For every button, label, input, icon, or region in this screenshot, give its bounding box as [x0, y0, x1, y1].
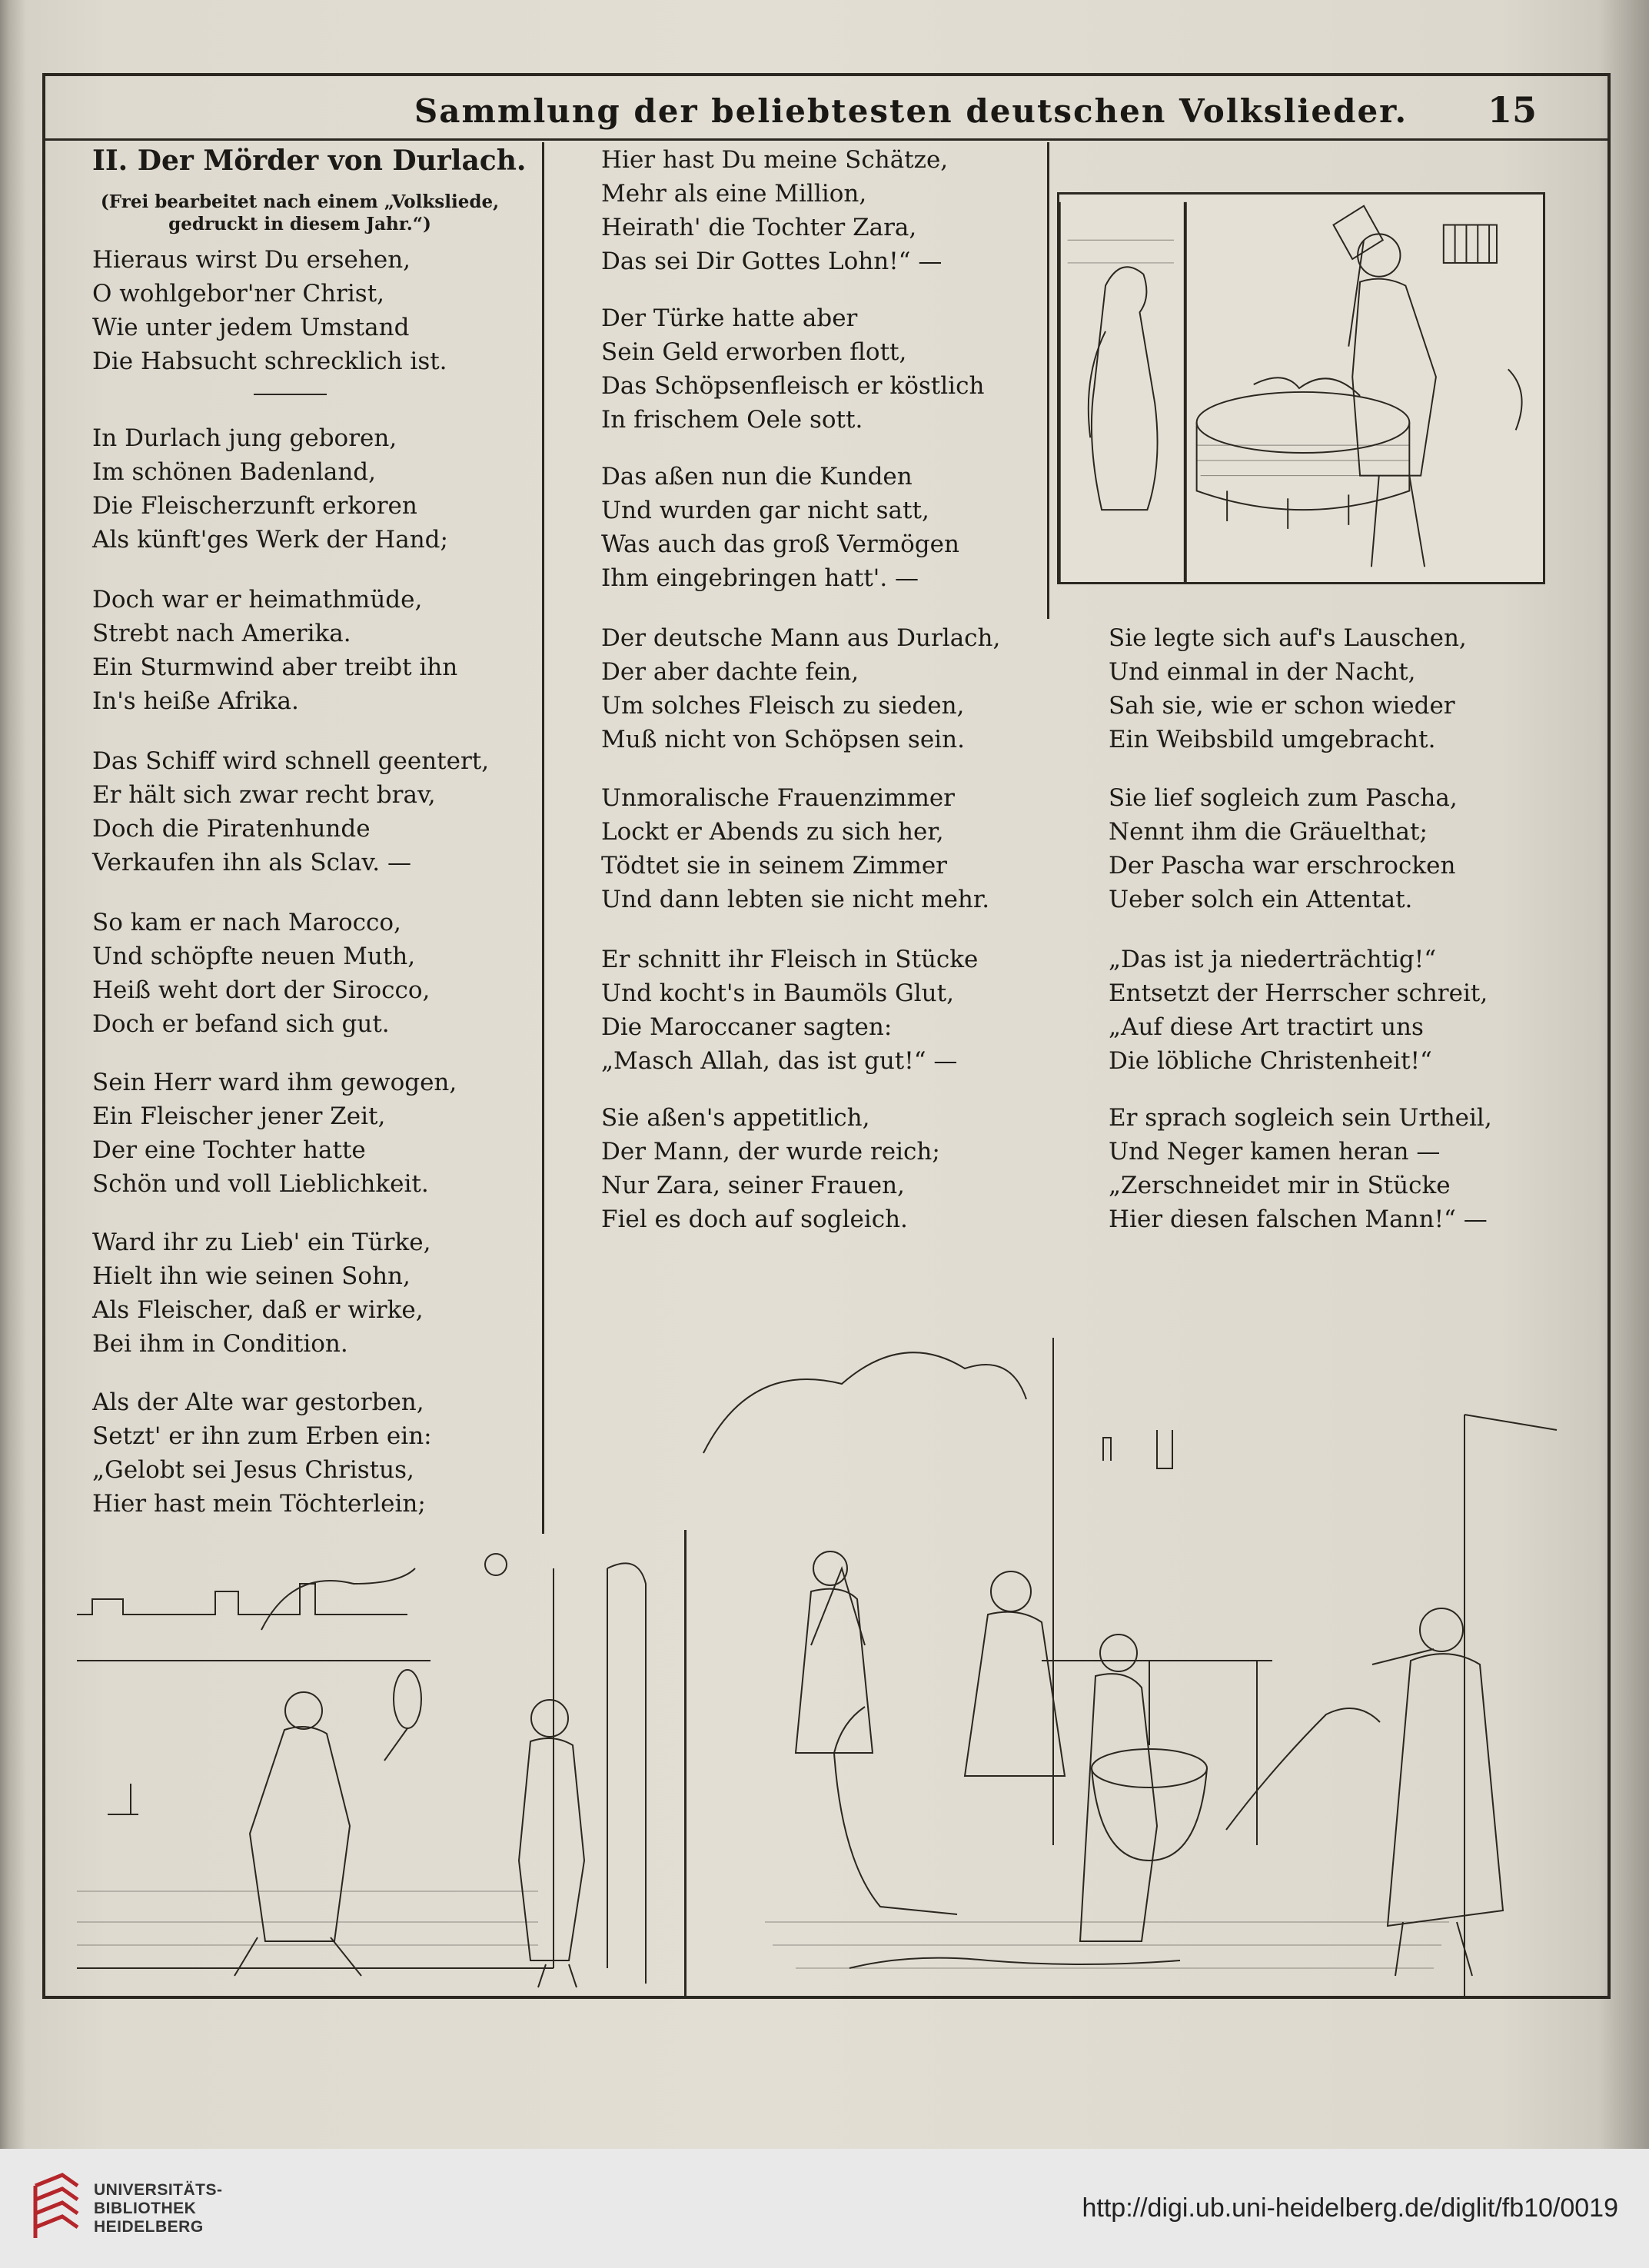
verse-line: O wohlgebor'ner Christ, [92, 280, 385, 308]
title-rule [45, 138, 1608, 141]
verse-line: „Zerschneidet mir in Stücke [1109, 1172, 1451, 1199]
verse-line: Doch die Piratenhunde [92, 815, 371, 843]
verse-line: Er sprach sogleich sein Urtheil, [1109, 1104, 1492, 1132]
stanza [1109, 621, 1467, 757]
ornament-rule [254, 394, 327, 395]
verse-line: Als künft'ges Werk der Hand; [92, 526, 448, 554]
verse-line: „Gelobt sei Jesus Christus, [92, 1456, 414, 1484]
verse-line: Sein Geld erworben flott, [601, 338, 907, 366]
verse-line: Ward ihr zu Lieb' ein Türke, [92, 1229, 431, 1256]
verse-line: Das sei Dir Gottes Lohn!“ — [601, 248, 943, 275]
page-number: 15 [1488, 89, 1538, 131]
verse-line: Ihm eingebringen hatt'. — [601, 564, 919, 592]
stanza [92, 1385, 432, 1521]
verse-line: Setzt' er ihn zum Erben ein: [92, 1422, 432, 1450]
column-divider [1047, 142, 1049, 619]
verse-line: Als Fleischer, daß er wirke, [92, 1296, 424, 1324]
page-title: Sammlung der beliebtesten deutschen Volkslieder. [414, 92, 1408, 130]
verse-line: Und einmal in der Nacht, [1109, 658, 1416, 686]
verse-line: Heirath' die Tochter Zara, [601, 214, 917, 241]
stanza [1109, 781, 1458, 916]
verse-line: Und wurden gar nicht satt, [601, 497, 929, 524]
verse-line: Nur Zara, seiner Frauen, [601, 1172, 905, 1199]
verse-line: Im schönen Badenland, [92, 458, 377, 486]
verse-line: Hier diesen falschen Mann!“ — [1109, 1205, 1488, 1233]
verse-line: Muß nicht von Schöpsen sein. [601, 726, 965, 753]
stanza [92, 1066, 457, 1201]
verse-line: Sie legte sich auf's Lauschen, [1109, 624, 1467, 652]
verse-line: Ein Fleischer jener Zeit, [92, 1102, 386, 1130]
library-name-line: BIBLIOTHEK [94, 2200, 197, 2217]
punishment-scene-illustration [696, 1338, 1564, 1999]
verse-line: Die Fleischerzunft erkoren [92, 492, 417, 520]
stanza [92, 583, 457, 718]
verse-line: Sah sie, wie er schon wieder [1109, 692, 1455, 720]
verse-line: Die Maroccaner sagten: [601, 1013, 893, 1041]
verse-line: Mehr als eine Million, [601, 180, 867, 208]
verse-line: In Durlach jung geboren, [92, 424, 397, 452]
verse-line: Wie unter jedem Umstand [92, 314, 410, 341]
verse-line: Hier hast Du meine Schätze, [601, 146, 949, 174]
verse-line: „Das ist ja niederträchtig!“ [1109, 946, 1437, 973]
footer-bar [0, 2149, 1649, 2268]
stanza [601, 943, 978, 1078]
verse-line: Um solches Fleisch zu sieden, [601, 692, 965, 720]
verse-line: Sein Herr ward ihm gewogen, [92, 1069, 457, 1096]
verse-line: Der aber dachte fein, [601, 658, 859, 686]
verse-line: Das Schöpsenfleisch er köstlich [601, 372, 985, 400]
verse-line: Schön und voll Lieblichkeit. [92, 1170, 429, 1198]
verse-line: Das Schiff wird schnell geentert, [92, 747, 490, 775]
verse-line: In's heiße Afrika. [92, 687, 299, 715]
verse-line: Ein Sturmwind aber treibt ihn [92, 653, 458, 681]
verse-line: Heiß weht dort der Sirocco, [92, 976, 431, 1004]
verse-line: Er hält sich zwar recht brav, [92, 781, 436, 809]
verse-line: Verkaufen ihn als Sclav. — [92, 849, 411, 876]
verse-line: Nennt ihm die Gräuelthat; [1109, 818, 1428, 846]
verse-line: Was auch das groß Vermögen [601, 530, 959, 558]
verse-line: Und dann lebten sie nicht mehr. [601, 886, 990, 913]
verse-line: Die löbliche Christenheit!“ [1109, 1047, 1432, 1075]
verse-line: „Masch Allah, das ist gut!“ — [601, 1047, 958, 1075]
verse-line: Doch er befand sich gut. [92, 1010, 390, 1038]
butcher-scene-illustration [1057, 192, 1545, 584]
street-scene-illustration [77, 1538, 684, 1999]
poem-note: (Frei bearbeitet nach einem „Volksliede, gedruckt in diesem Jahr.“) [100, 191, 500, 234]
verse-line: Bei ihm in Condition. [92, 1330, 348, 1358]
verse-line: Und schöpfte neuen Muth, [92, 943, 416, 970]
verse-line: Der Mann, der wurde reich; [601, 1138, 940, 1166]
library-name-line: UNIVERSITÄTS- [94, 2181, 223, 2199]
engraving-street-scene-icon [77, 1538, 684, 1999]
stanza [601, 621, 1000, 757]
verse-line: In frischem Oele sott. [601, 406, 863, 434]
stanza [601, 1101, 940, 1236]
stanza [601, 781, 989, 916]
verse-line: Er schnitt ihr Fleisch in Stücke [601, 946, 979, 973]
verse-line: Und kocht's in Baumöls Glut, [601, 979, 954, 1007]
stanza [1109, 1101, 1492, 1236]
verse-line: Der deutsche Mann aus Durlach, [601, 624, 1001, 652]
illustration-divider [684, 1530, 687, 1999]
stanza [92, 906, 430, 1041]
verse-line: Als der Alte war gestorben, [92, 1388, 424, 1416]
verse-line: Hielt ihn wie seinen Sohn, [92, 1262, 411, 1290]
verse-line: Fiel es doch auf sogleich. [601, 1205, 908, 1233]
verse-line: Der eine Tochter hatte [92, 1136, 366, 1164]
verse-line: Die Habsucht schrecklich ist. [92, 348, 447, 375]
verse-line: Entsetzt der Herrscher schreit, [1109, 979, 1488, 1007]
stanza [1109, 943, 1488, 1078]
column-divider [542, 142, 544, 1534]
verse-line: Der Pascha war erschrocken [1109, 852, 1456, 880]
verse-line: Doch war er heimathmüde, [92, 586, 423, 614]
stanza [92, 744, 489, 880]
verse-line: Hieraus wirst Du ersehen, [92, 246, 411, 274]
verse-line: Ein Weibsbild umgebracht. [1109, 726, 1436, 753]
verse-line: „Auf diese Art tractirt uns [1109, 1013, 1424, 1041]
stanza [92, 1225, 431, 1361]
verse-line: Sie lief sogleich zum Pascha, [1109, 784, 1458, 812]
verse-line: Tödtet sie in seinem Zimmer [601, 852, 947, 880]
university-library-logo-icon [29, 2170, 83, 2243]
verse-line: Strebt nach Amerika. [92, 620, 351, 647]
stanza [601, 301, 984, 437]
permalink-url[interactable]: http://digi.ub.uni-heidelberg.de/diglit/fb10/0019 [1082, 2193, 1618, 2223]
library-name [94, 2181, 223, 2236]
verse-line: Der Türke hatte aber [601, 304, 858, 332]
verse-line: Unmoralische Frauenzimmer [601, 784, 956, 812]
stanza [92, 243, 447, 378]
poem-heading: II. Der Mörder von Durlach. [92, 145, 527, 177]
verse-line: Hier hast mein Töchterlein; [92, 1490, 426, 1518]
stanza [601, 460, 959, 595]
verse-line: So kam er nach Marocco, [92, 909, 401, 936]
engraving-butcher-cauldron-icon [1059, 195, 1543, 582]
verse-line: Lockt er Abends zu sich her, [601, 818, 944, 846]
verse-line: Das aßen nun die Kunden [601, 463, 913, 491]
engraving-punishment-cauldron-icon [696, 1338, 1564, 1999]
library-name-line: HEIDELBERG [94, 2218, 204, 2236]
stanza [601, 143, 948, 278]
stanza [92, 421, 448, 557]
verse-line: Ueber solch ein Attentat. [1109, 886, 1413, 913]
verse-line: Sie aßen's appetitlich, [601, 1104, 870, 1132]
verse-line: Und Neger kamen heran — [1109, 1138, 1441, 1166]
